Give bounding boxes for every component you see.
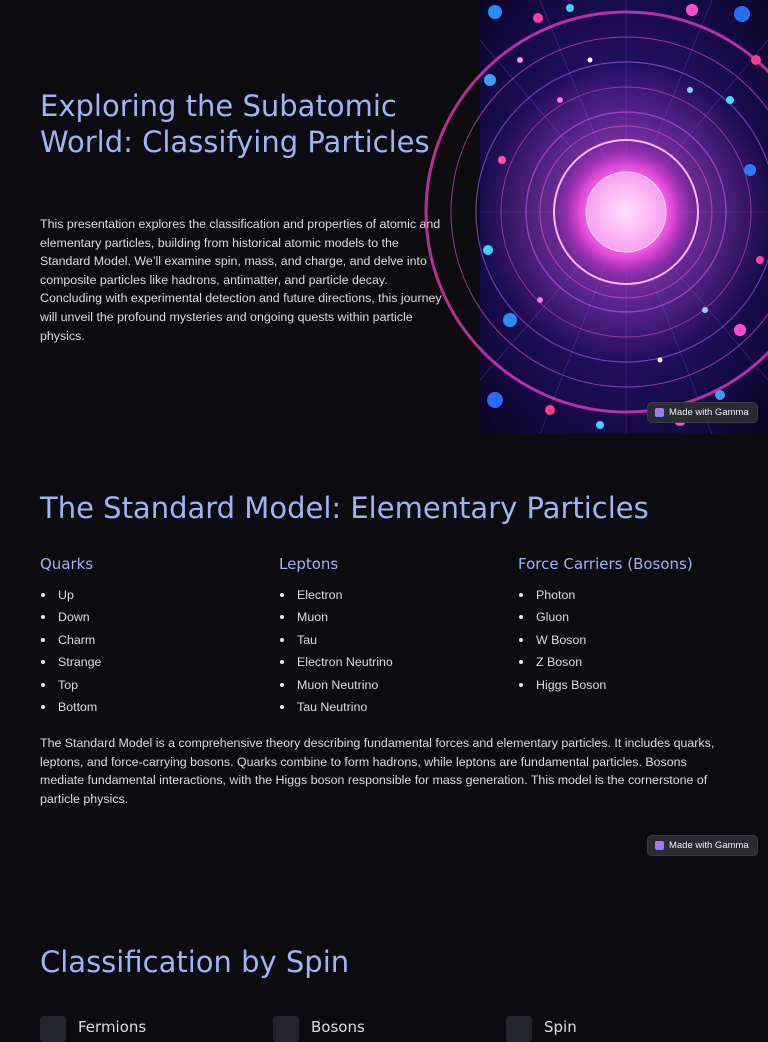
- list-item: Bottom: [40, 696, 270, 718]
- spin-classification-slide: [0, 870, 768, 1036]
- column-heading: Force Carriers (Bosons): [518, 555, 693, 573]
- gamma-logo-icon: [655, 841, 664, 850]
- standard-model-slide: [0, 434, 768, 870]
- bosons-list: [518, 584, 748, 696]
- spin-card: [506, 1016, 577, 1042]
- list-item: Photon: [518, 584, 748, 606]
- standard-model-description: The Standard Model is a comprehensive theory describing fundamental forces and elementary particles. It includes quarks, leptons, and force-carrying bosons. Quarks combine to form hadrons, while leptons are fundamental particles. Bosons mediate fundamental interactions, with the Higgs boson responsible for mass generation. This model is the cornerstone of particle physics.: [40, 736, 715, 806]
- bosons-card: [273, 1016, 365, 1042]
- list-item: Up: [40, 584, 270, 606]
- list-item: Muon: [279, 606, 509, 628]
- card-icon-box: [40, 1016, 66, 1042]
- title-slide: [0, 0, 768, 434]
- leptons-list: [279, 584, 509, 718]
- list-item: Strange: [40, 651, 270, 673]
- list-item: Higgs Boson: [518, 674, 748, 696]
- gamma-logo-icon: [655, 408, 664, 417]
- made-with-gamma-badge[interactable]: [647, 402, 758, 423]
- list-item: W Boson: [518, 629, 748, 651]
- card-label: Fermions: [78, 1018, 147, 1036]
- quarks-list: [40, 584, 270, 718]
- list-item: Charm: [40, 629, 270, 651]
- column-heading: Leptons: [279, 555, 339, 573]
- leptons-column: [279, 554, 509, 718]
- column-heading: Quarks: [40, 555, 94, 573]
- card-label: Bosons: [311, 1018, 365, 1036]
- list-item: Electron Neutrino: [279, 651, 509, 673]
- slide-intro-text: This presentation explores the classification and properties of atomic and elementary particles, building from historical atomic models to the Standard Model. We’ll examine spin, mass, and charge, and delve into composite particles like hadrons, antimatter, and particle decay. Concluding with experimental detection and future directions, this journey will unveil the profound mysteries and ongoing quests within particle physics.: [40, 217, 442, 343]
- slide-title: Classification by Spin: [40, 945, 350, 979]
- list-item: Tau: [279, 629, 509, 651]
- card-icon-box: [273, 1016, 299, 1042]
- slide-title: Exploring the Subatomic World: Classifying Particles: [40, 89, 430, 159]
- card-icon-box: [506, 1016, 532, 1042]
- badge-label: Made with Gamma: [669, 840, 749, 851]
- hero-image: [480, 0, 768, 434]
- list-item: Electron: [279, 584, 509, 606]
- bosons-column: [518, 554, 748, 696]
- card-label: Spin: [544, 1018, 577, 1036]
- badge-label: Made with Gamma: [669, 407, 749, 418]
- slide-title: The Standard Model: Elementary Particles: [40, 491, 649, 525]
- made-with-gamma-badge[interactable]: [647, 835, 758, 856]
- list-item: Down: [40, 606, 270, 628]
- list-item: Top: [40, 674, 270, 696]
- list-item: Tau Neutrino: [279, 696, 509, 718]
- list-item: Muon Neutrino: [279, 674, 509, 696]
- fermions-card: [40, 1016, 146, 1042]
- quarks-column: [40, 554, 270, 718]
- list-item: Z Boson: [518, 651, 748, 673]
- list-item: Gluon: [518, 606, 748, 628]
- particle-sphere-illustration: [480, 0, 768, 434]
